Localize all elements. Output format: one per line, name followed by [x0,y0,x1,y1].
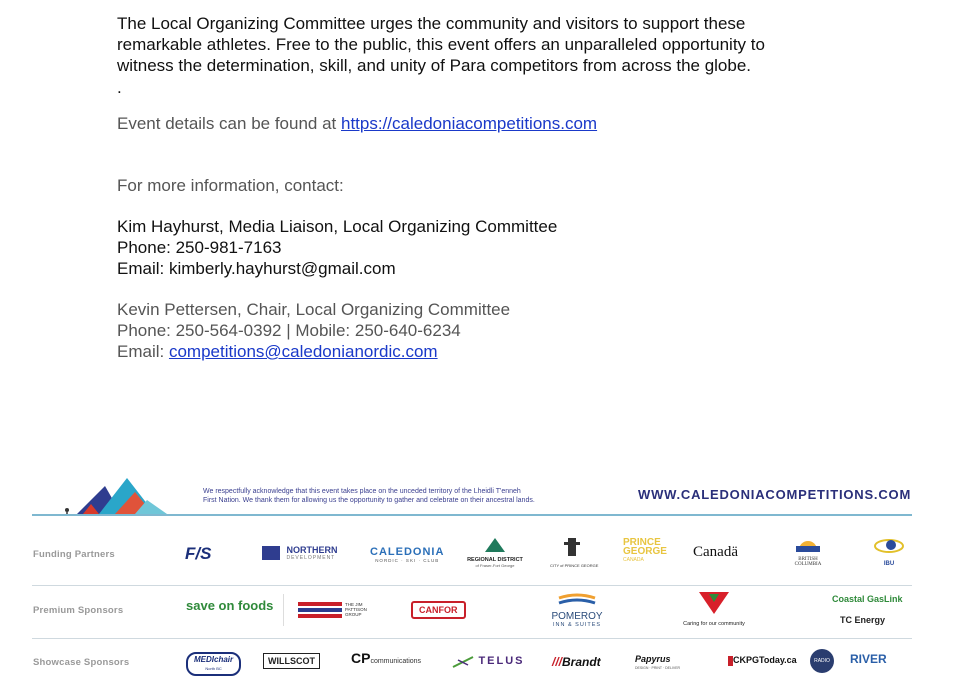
mountains-logo-icon [55,468,175,516]
ack-line: First Nation. We thank them for allowing us the opportunity to gather and celebrate on their ancestral lands. [203,497,535,504]
contact-phone: Phone: 250-564-0392 | Mobile: 250-640-6234 [117,321,461,340]
contact-email-link[interactable]: competitions@caledonianordic.com [168,342,438,361]
medichair-logo [186,652,241,676]
footer-website[interactable]: WWW.CALEDONIACOMPETITIONS.COM [638,487,912,502]
contact-email: Email: kimberly.hayhurst@gmail.com [117,259,396,278]
pomeroy-text: POMEROY [551,611,603,622]
intro-paragraph [117,13,827,76]
regional-district-icon [485,538,505,552]
tc-energy-logo: TC Energy [840,615,886,625]
more-info-heading: For more information, contact: [117,176,344,195]
jim-pattison-logo [298,600,367,627]
footer-divider [32,514,912,516]
caledonia-sub: NORDIC · SKI · CLUB [375,558,440,563]
northern-text: NORTHERN [286,544,338,555]
sponsor-footer [0,460,960,693]
telus-icon [452,656,474,668]
brandt-logo: ///Brandt [552,655,601,669]
radio-logo [810,649,834,673]
contact-kevin [117,299,827,362]
event-details-link[interactable]: https://caledoniacompetitions.com [341,114,598,133]
pomeroy-sub: INN & SUITES [552,622,602,628]
contact-email-prefix: Email: [117,342,169,361]
event-details-prefix: Event details can be found at [117,114,341,133]
medichair-sub: North BC [205,666,222,671]
northern-sub: DEVELOPMENT [286,554,336,561]
stray-dot: . [117,78,122,97]
caledonia-text: CALEDONIA [370,546,445,558]
canadian-tire-text: Caring for our community [683,621,745,627]
pomeroy-wave-icon [557,592,597,606]
brandt-text: Brandt [562,655,601,669]
telus-text: TELUS [478,655,525,667]
canada-wordmark: Canadä [693,544,738,560]
contact-name: Kim Hayhurst, Media Liaison, Local Organizing Committee [117,217,558,236]
cp-text: CP [351,650,371,666]
intro-line: witness the determination, skill, and unity of Para competitors from across the globe. [117,56,752,75]
pg-text-3: CANADA [623,557,644,563]
papyrus-logo [635,655,680,673]
papyrus-text: Papyrus [635,654,671,664]
northern-development-logo [262,544,337,562]
land-acknowledgement [203,487,563,505]
ckpg-today-logo [728,655,797,666]
contact-name: Kevin Pettersen, Chair, Local Organizing Committee [117,300,511,319]
canadian-tire-logo [674,590,754,627]
city-text: CITY of PRINCE GEORGE [550,563,599,568]
willscot-logo: WILLSCOT [263,653,320,669]
row-label-premium: Premium Sponsors [33,605,124,616]
pattison-text: THE JIM PATTISON GROUP [345,602,367,617]
row-label-showcase: Showcase Sponsors [33,657,130,668]
ibu-icon [874,536,904,556]
city-pg-logo [550,536,599,568]
radio-text: RADIO [814,658,830,664]
row-divider [32,638,912,639]
row-label-funding: Funding Partners [33,549,115,560]
telus-logo [452,655,525,673]
papyrus-sub: DESIGN · PRINT · DELIVER [635,666,681,670]
pomeroy-logo [548,592,606,628]
logo-separator [283,594,284,626]
pg-text-2: GEORGE [623,546,667,557]
canfor-logo: CANFOR [411,601,466,619]
medichair-text: MEDIchair [194,655,234,664]
bc-sun-icon [796,536,820,552]
event-details [117,113,827,134]
row-divider [32,585,912,586]
cp-communications-logo [351,650,421,668]
regional-text: REGIONAL DISTRICT [467,557,523,563]
contact-email [117,341,827,362]
canadian-tire-icon [697,590,731,616]
pattison-flag-icon [298,600,342,622]
intro-line: The Local Organizing Committee urges the community and visitors to support these [117,14,746,33]
british-columbia-logo [788,536,828,567]
cp-sub: communications [370,658,422,665]
contact-kim [117,216,827,279]
contact-phone: Phone: 250-981-7163 [117,238,282,257]
bc-text-2: COLUMBIA [794,562,822,567]
city-crest-icon [564,536,580,558]
coastal-gaslink-logo: Coastal GasLink [832,594,903,604]
regional-sub: of Fraser-Fort George [475,563,515,568]
save-on-foods-logo: save on foods [186,598,274,613]
ibu-text: IBU [883,561,895,567]
caledonia-logo [370,546,444,563]
pg-text-1: PRINCE [623,537,661,548]
ack-line: We respectfully acknowledge that this event takes place on the unceded territory of the Lheidli T'enneh [203,488,521,495]
bc-text-1: BRITISH [798,557,818,562]
prince-george-logo [623,538,667,565]
the-river-logo: RIVER [850,652,887,666]
fis-logo: F/S [185,544,212,563]
intro-line: remarkable athletes. Free to the public, this event offers an unparalleled opportunity to [117,35,765,54]
regional-district-logo [464,538,526,568]
ibu-logo [872,536,906,567]
ckpg-text: CKPGToday.ca [733,655,797,665]
